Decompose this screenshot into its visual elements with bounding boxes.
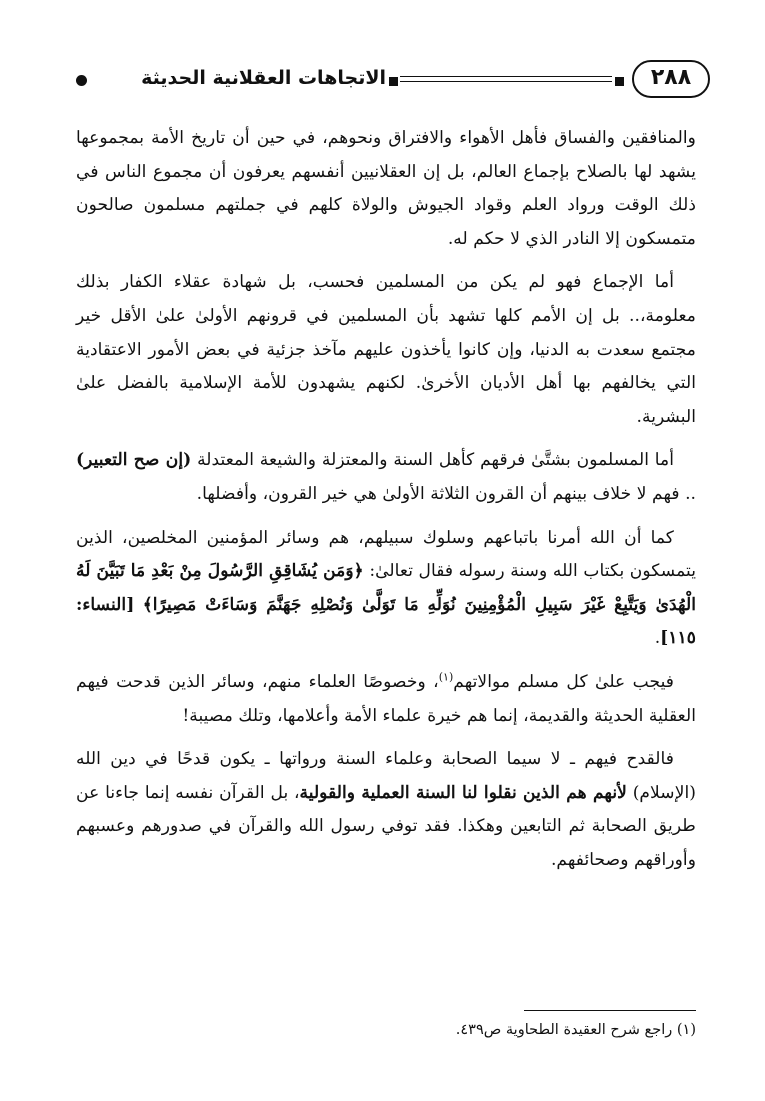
paragraph-5 [76,666,696,733]
paragraph-text: فالقدح فيهم ـ لا سيما الصحابة وعلماء السنة ورواتها ـ يكون قدحًا في دين الله (الإسلام) [76,749,696,803]
running-header [76,58,710,102]
paragraph-text: كما أن الله أمرنا باتباعهم وسلوك سبيلهم، هم وسائر المؤمنين المخلصين، الذين يتمسكون بكتاب الله وسنة رسوله فقال تعالىٰ: [76,527,696,582]
paragraph-3 [76,444,696,511]
paragraph-text: والمنافقين والفساق فأهل الأهواء والافتراق ونحوهم، في حين أن تاريخ الأمة بمجموعها يشهد لها بالصلاح بإجماع العالم، بل إن العقلانيين أنفسهم يعرفون أن مجموع الناس في ذلك الوقت ورواد العلم وقواد الجيوش والولاة كلهم في جملتهم مسلمون صالحون متمسكون إلا النادر الذي لا حكم له. [76,128,696,249]
footnote-reference[interactable]: (١) [438,670,454,684]
paragraph-4 [76,522,696,656]
paragraph-text: فيجب علىٰ كل مسلم موالاتهم [453,671,674,692]
emphasis-text: (إن صح التعبير) [76,450,192,471]
footnote [76,1018,696,1042]
footnote-mark: (١) [676,1022,696,1038]
header-square-ornament [389,77,398,86]
verse-citation: [النساء: ١١٥] [76,594,696,649]
header-square-ornament [615,77,624,86]
paragraph-text: ، بل القرآن نفسه إنما جاءنا عن طريق الصحابة ثم التابعين وهكذا. فقد توفي رسول الله والقرآن في صدورهم وعسبهم وأوراقهم وصحائفهم. [76,782,696,870]
footnote-divider [524,1010,696,1011]
paragraph-2 [76,266,696,434]
header-dot-ornament [76,75,87,86]
paragraph-1 [76,122,696,256]
paragraph-6 [76,743,696,877]
paragraph-text: أما المسلمون بشتَّىٰ فرقهم كأهل السنة والمعتزلة والشيعة المعتدلة [197,450,674,471]
emphasis-text: لأنهم هم الذين نقلوا لنا السنة العملية والقولية [299,782,627,803]
page-number: ٢٨٨ [632,60,710,98]
paragraph-text: .. فهم لا خلاف بينهم أن القرون الثلاثة الأولىٰ هي خير القرون، وأفضلها. [196,483,696,504]
paragraph-text: ، وخصوصًا العلماء منهم، وسائر الذين قدحت فيهم العقلية الحديثة والقديمة، إنما هم خيرة علماء الأمة وأعلامها، وتلك مصيبة! [76,671,696,726]
body-text [76,122,696,887]
paragraph-text: أما الإجماع فهو لم يكن من المسلمين فحسب، بل شهادة عقلاء الكفار بذلك معلومة،.. بل إن الأمم كلها تشهد بأن المسلمين في قرونهم الأولىٰ علىٰ الأقل خير مجتمع سعدت به الدنيا، وإن كانوا يأخذون عليهم مآخذ جزئية في بعض الأمور الاعتقادية التي يخالفهم بها أهل الأديان الأخرىٰ. لكنهم يشهدون للأمة الإسلامية بالفضل علىٰ البشرية. [76,272,696,427]
running-title: الاتجاهات العقلانية الحديثة [141,67,386,89]
footnote-text: راجع شرح العقيدة الطحاوية ص٤٣٩. [455,1022,673,1038]
header-double-rule [400,76,612,82]
paragraph-text: . [654,628,661,649]
quran-verse: ﴿وَمَن يُشَاقِقِ الرَّسُولَ مِنْ بَعْدِ مَا تَبَيَّنَ لَهُ الْهُدَىٰ وَيَتَّبِعْ غَيْرَ سَبِيلِ الْمُؤْمِنِينَ نُوَلِّهِ مَا تَوَلَّىٰ وَنُصْلِهِ جَهَنَّمَ وَسَاءَتْ مَصِيرًا﴾ [76,561,696,615]
